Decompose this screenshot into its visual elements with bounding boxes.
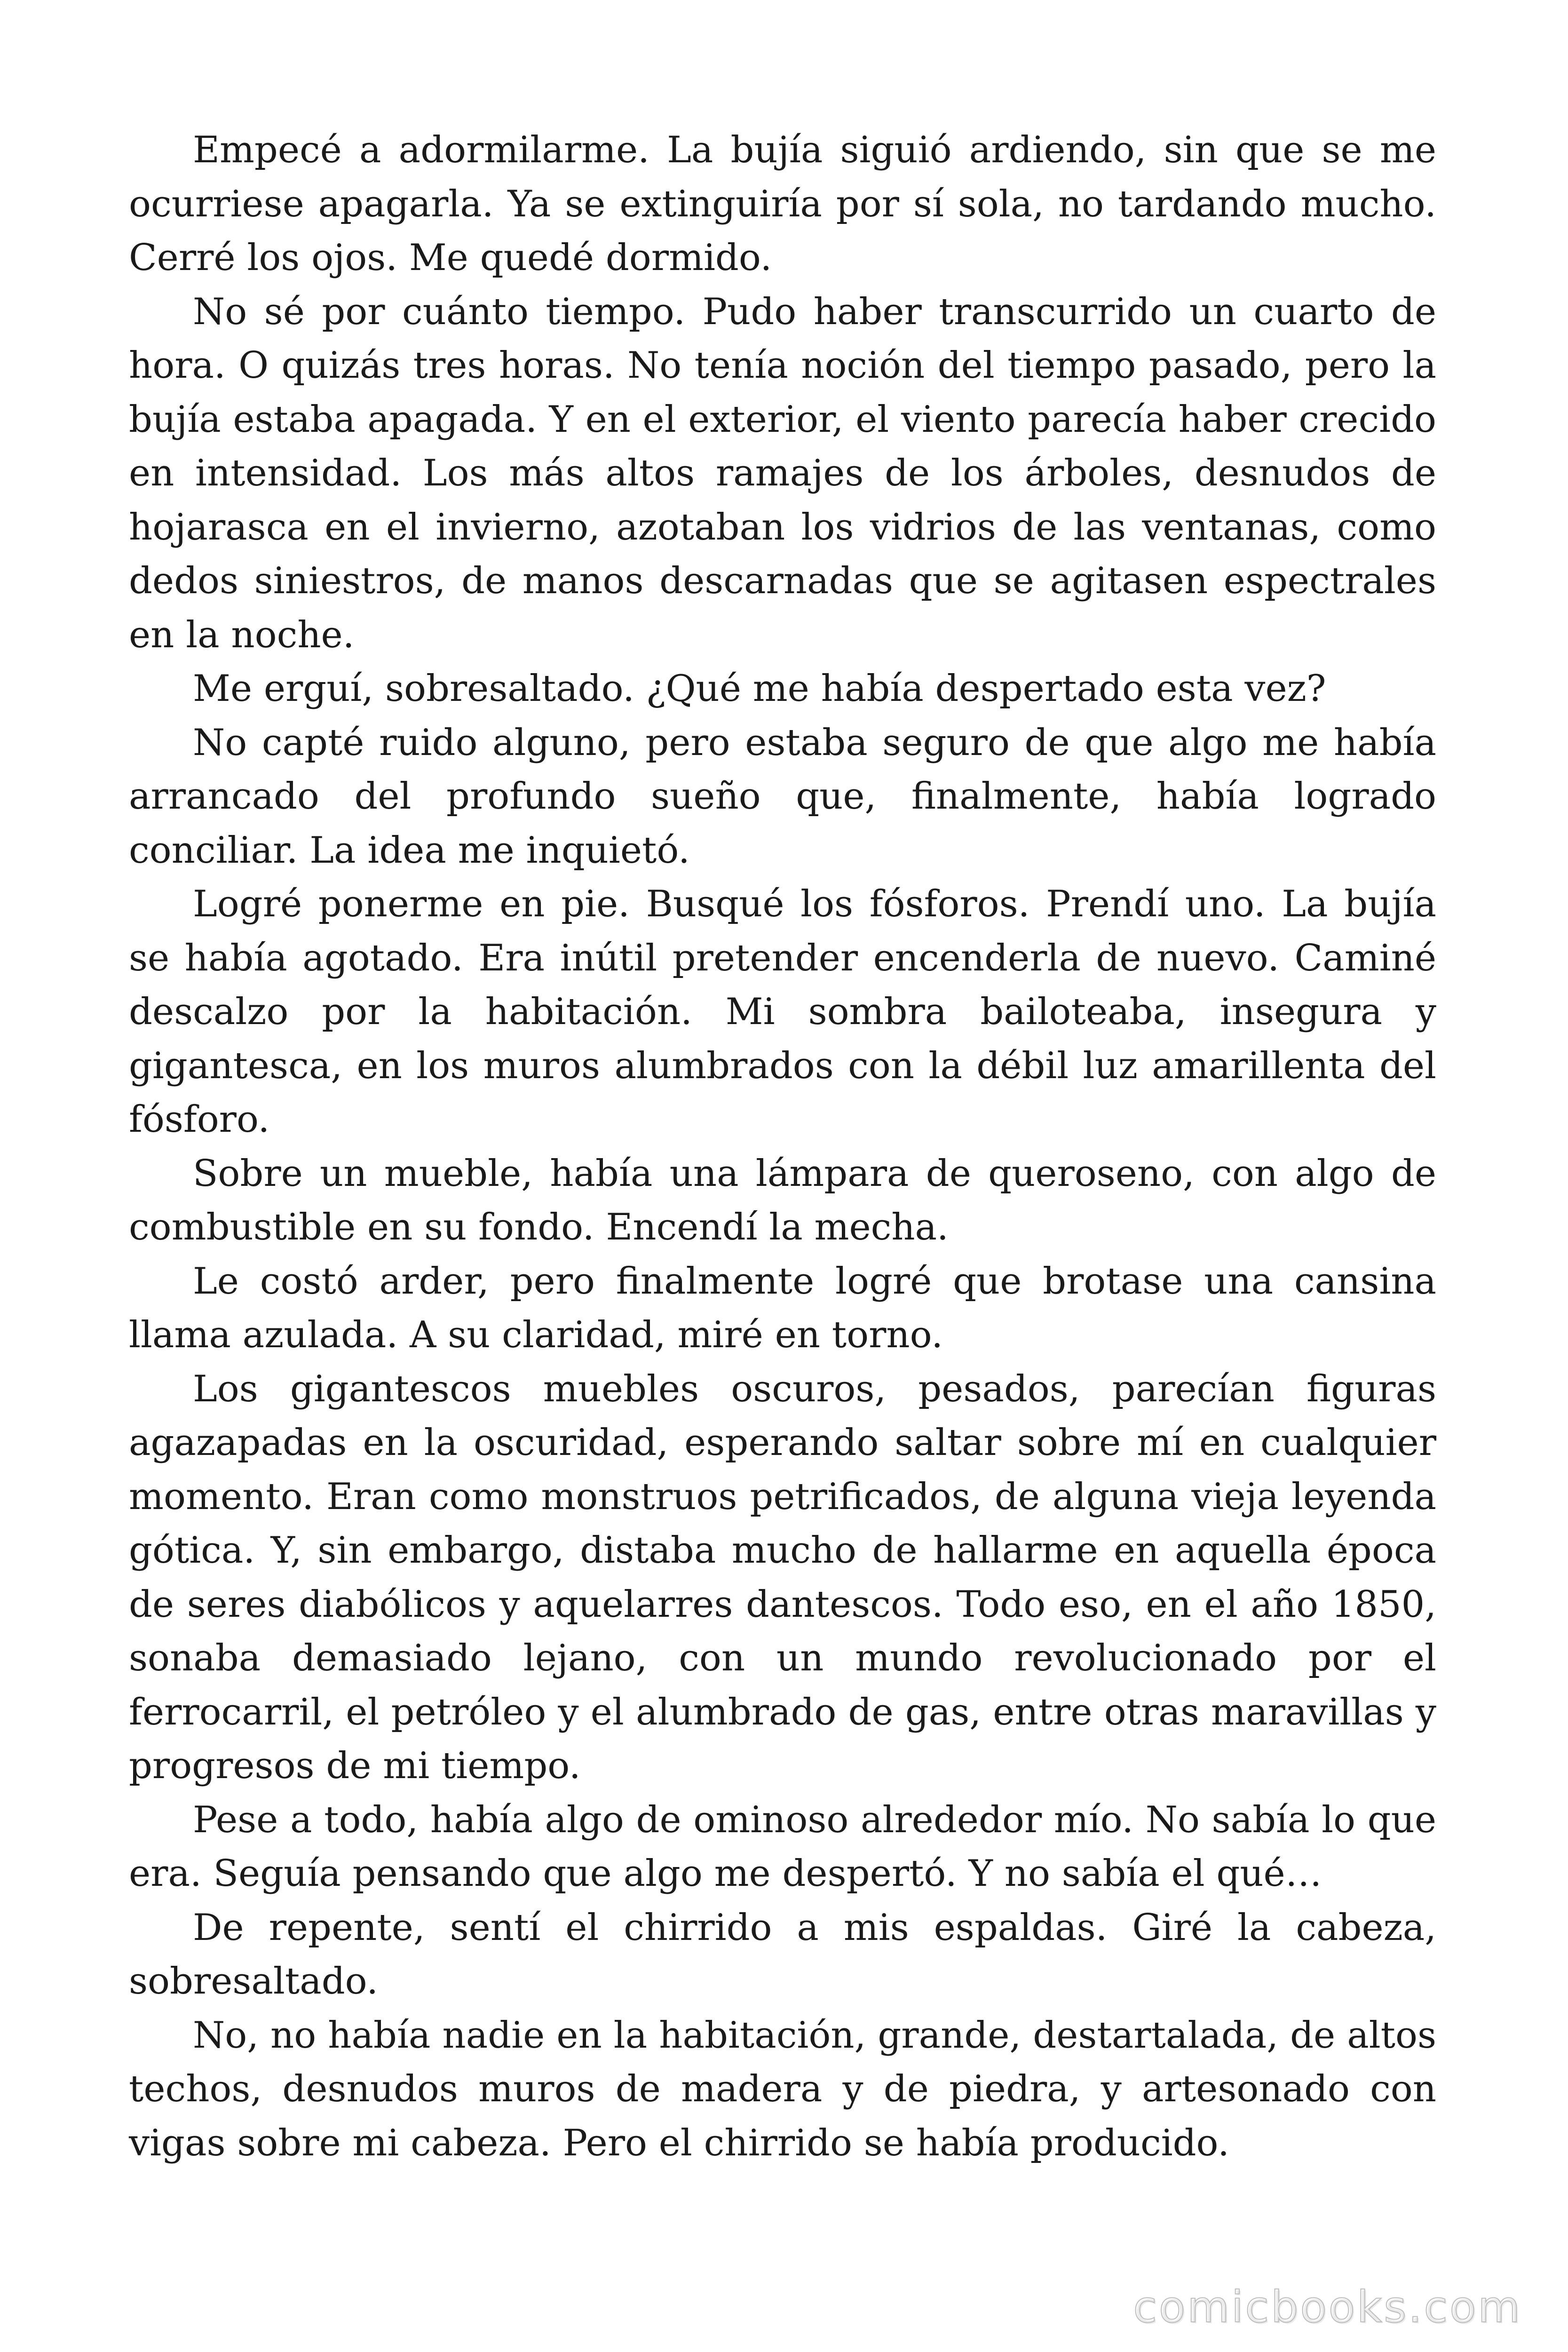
paragraph: Pese a todo, había algo de ominoso alrededor mío. No sabía lo que era. Seguía pensando que algo me despertó. Y no sabía el qué… xyxy=(129,1798,1436,1895)
paragraph: Le costó arder, pero finalmente logré que brotase una cansina llama azulada. A su claridad, miré en torno. xyxy=(129,1260,1436,1356)
paragraph: Empecé a adormilarme. La bujía siguió ardiendo, sin que se me ocurriese apagarla. Ya se extinguiría por sí sola, no tardando mucho. Cerré los ojos. Me quedé dormido. xyxy=(129,129,1436,279)
watermark: comicbooks.com xyxy=(1133,2282,1522,2332)
body-text xyxy=(129,123,1436,2170)
paragraph: No, no había nadie en la habitación, grande, destartalada, de altos techos, desnudos muros de madera y de piedra, y artesonado con vigas sobre mi cabeza. Pero el chirrido se había producido. xyxy=(129,2014,1436,2164)
paragraph: No sé por cuánto tiempo. Pudo haber transcurrido un cuarto de hora. O quizás tres horas. No tenía noción del tiempo pasado, pero la bujía estaba apagada. Y en el exterior, el viento parecía haber crecido en intensidad. Los más altos ramajes de los árboles, desnudos de hojarasca en el invierno, azotaban los vidrios de las ventanas, como dedos siniestros, de manos descarnadas que se agitasen espectrales en la noche. xyxy=(129,290,1436,656)
paragraph: No capté ruido alguno, pero estaba seguro de que algo me había arrancado del profundo sueño que, finalmente, había logrado conciliar. La idea me inquietó. xyxy=(129,721,1436,872)
paragraph: Los gigantescos muebles oscuros, pesados, parecían figuras agazapadas en la oscuridad, esperando saltar sobre mí en cualquier momento. Eran como monstruos petrificados, de alguna vieja leyenda gótica. Y, sin embargo, distaba mucho de hallarme en aquella época de seres diabólicos y aquelarres dantescos. Todo eso, en el año 1850, sonaba demasiado lejano, con un mundo revolucionado por el ferrocarril, el petróleo y el alumbrado de gas, entre otras maravillas y progresos de mi tiempo. xyxy=(129,1367,1436,1787)
paragraph: De repente, sentí el chirrido a mis espaldas. Giré la cabeza, sobresaltado. xyxy=(129,1906,1436,2002)
paragraph: Me erguí, sobresaltado. ¿Qué me había despertado esta vez? xyxy=(193,667,1326,710)
paragraph: Sobre un mueble, había una lámpara de queroseno, con algo de combustible en su fondo. Encendí la mecha. xyxy=(129,1152,1436,1248)
paragraph: Logré ponerme en pie. Busqué los fósforos. Prendí uno. La bujía se había agotado. Era inútil pretender encenderla de nuevo. Caminé descalzo por la habitación. Mi sombra bailoteaba, insegura y gigantesca, en los muros alumbrados con la débil luz amarillenta del fósforo. xyxy=(129,883,1436,1141)
